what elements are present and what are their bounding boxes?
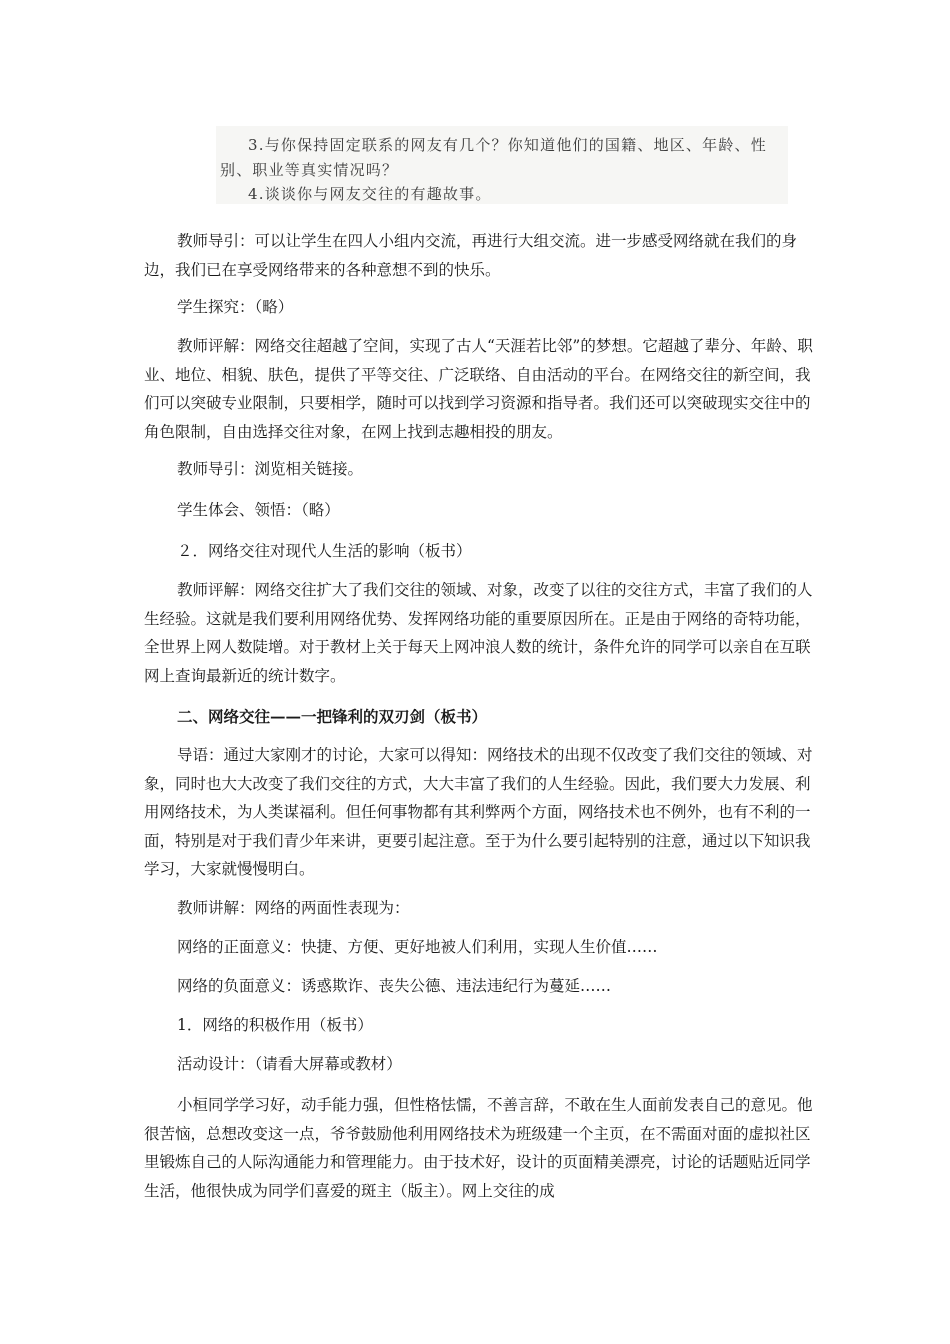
paragraph-introduction: 导语：通过大家刚才的讨论，大家可以得知：网络技术的出现不仅改变了我们交往的领域、对象，同时也大大改变了我们交往的方式，大大丰富了我们的人生经验。因此，我们要大力发展、利用网络技术，为人类谋福利。但任何事物都有其利弊两个方面，网络技术也不例外，也有不利的一面，特别是对于我们青少年来讲，更要引起注意。至于为什么要引起特别的注意，通过以下知识我学习，大家就慢慢明白。 [144,746,813,878]
section-heading-double-edged-sword: 二、网络交往——一把锋利的双刃剑（板书） [177,707,488,726]
subheading-positive-role: 1．网络的积极作用（板书） [177,1016,373,1034]
paragraph-positive-meaning: 网络的正面意义：快捷、方便、更好地被人们利用，实现人生价值…… [177,938,658,956]
paragraph-teacher-guide-1: 教师导引：可以让学生在四人小组内交流，再进行大组交流。进一步感受网络就在我们的身边，我们已在享受网络带来的各种意想不到的快乐。 [144,232,798,279]
paragraph-teacher-guide-2: 教师导引：浏览相关链接。 [177,460,364,478]
paragraph-teacher-lecture: 教师讲解：网络的两面性表现为： [177,899,410,917]
paragraph-case-story: 小桓同学学习好，动手能力强，但性格怯懦，不善言辞，不敢在生人面前发表自己的意见。他很苦恼，总想改变这一点，爷爷鼓励他利用网络技术为班级建一个主页，在不需面对面的虚拟社区里锻炼自己的人际沟通能力和管理能力。由于技术好，设计的页面精美漂亮，讨论的话题贴近同学生活，他很快成为同学们喜爱的斑主（版主）。网上交往的成 [144,1096,813,1200]
paragraph-negative-meaning: 网络的负面意义：诱惑欺诈、丧失公德、违法违纪行为蔓延…… [177,977,612,995]
paragraph-teacher-comment-2: 教师评解：网络交往扩大了我们交往的领域、对象，改变了以往的交往方式，丰富了我们的人生经验。这就是我们要利用网络优势、发挥网络功能的重要原因所在。正是由于网络的奇特功能，全世界上网人数陡增。对于教材上关于每天上网冲浪人数的统计，条件允许的同学可以亲自在互联网上查询最新近的统计数字。 [144,581,813,685]
scan-line-question-3: 3.与你保持固定联系的网友有几个？你知道他们的国籍、地区、年龄、性 [248,136,767,154]
paragraph-student-reflect: 学生体会、领悟：（略） [177,501,340,519]
paragraph-teacher-comment-1: 教师评解：网络交往超越了空间，实现了古人“天涯若比邻”的梦想。它超越了辈分、年龄、职业、地位、相貌、肤色，提供了平等交往、广泛联络、自由活动的平台。在网络交往的新空间，我们可以突破专业限制，只要相学，随时可以找到学习资源和指导者。我们还可以突破现实交往中的角色限制，自由选择交往对象，在网上找到志趣相投的朋友。 [144,337,813,441]
scan-line-question-3-cont: 别、职业等真实情况吗？ [220,161,399,179]
scanned-textbook-excerpt [216,126,788,204]
scan-line-question-4: 4.谈谈你与网友交往的有趣故事。 [248,185,492,203]
paragraph-activity-design: 活动设计：（请看大屏幕或教材） [177,1055,402,1073]
section-heading-2: ２．网络交往对现代人生活的影响（板书） [177,542,472,560]
paragraph-student-explore: 学生探究：（略） [177,298,294,316]
